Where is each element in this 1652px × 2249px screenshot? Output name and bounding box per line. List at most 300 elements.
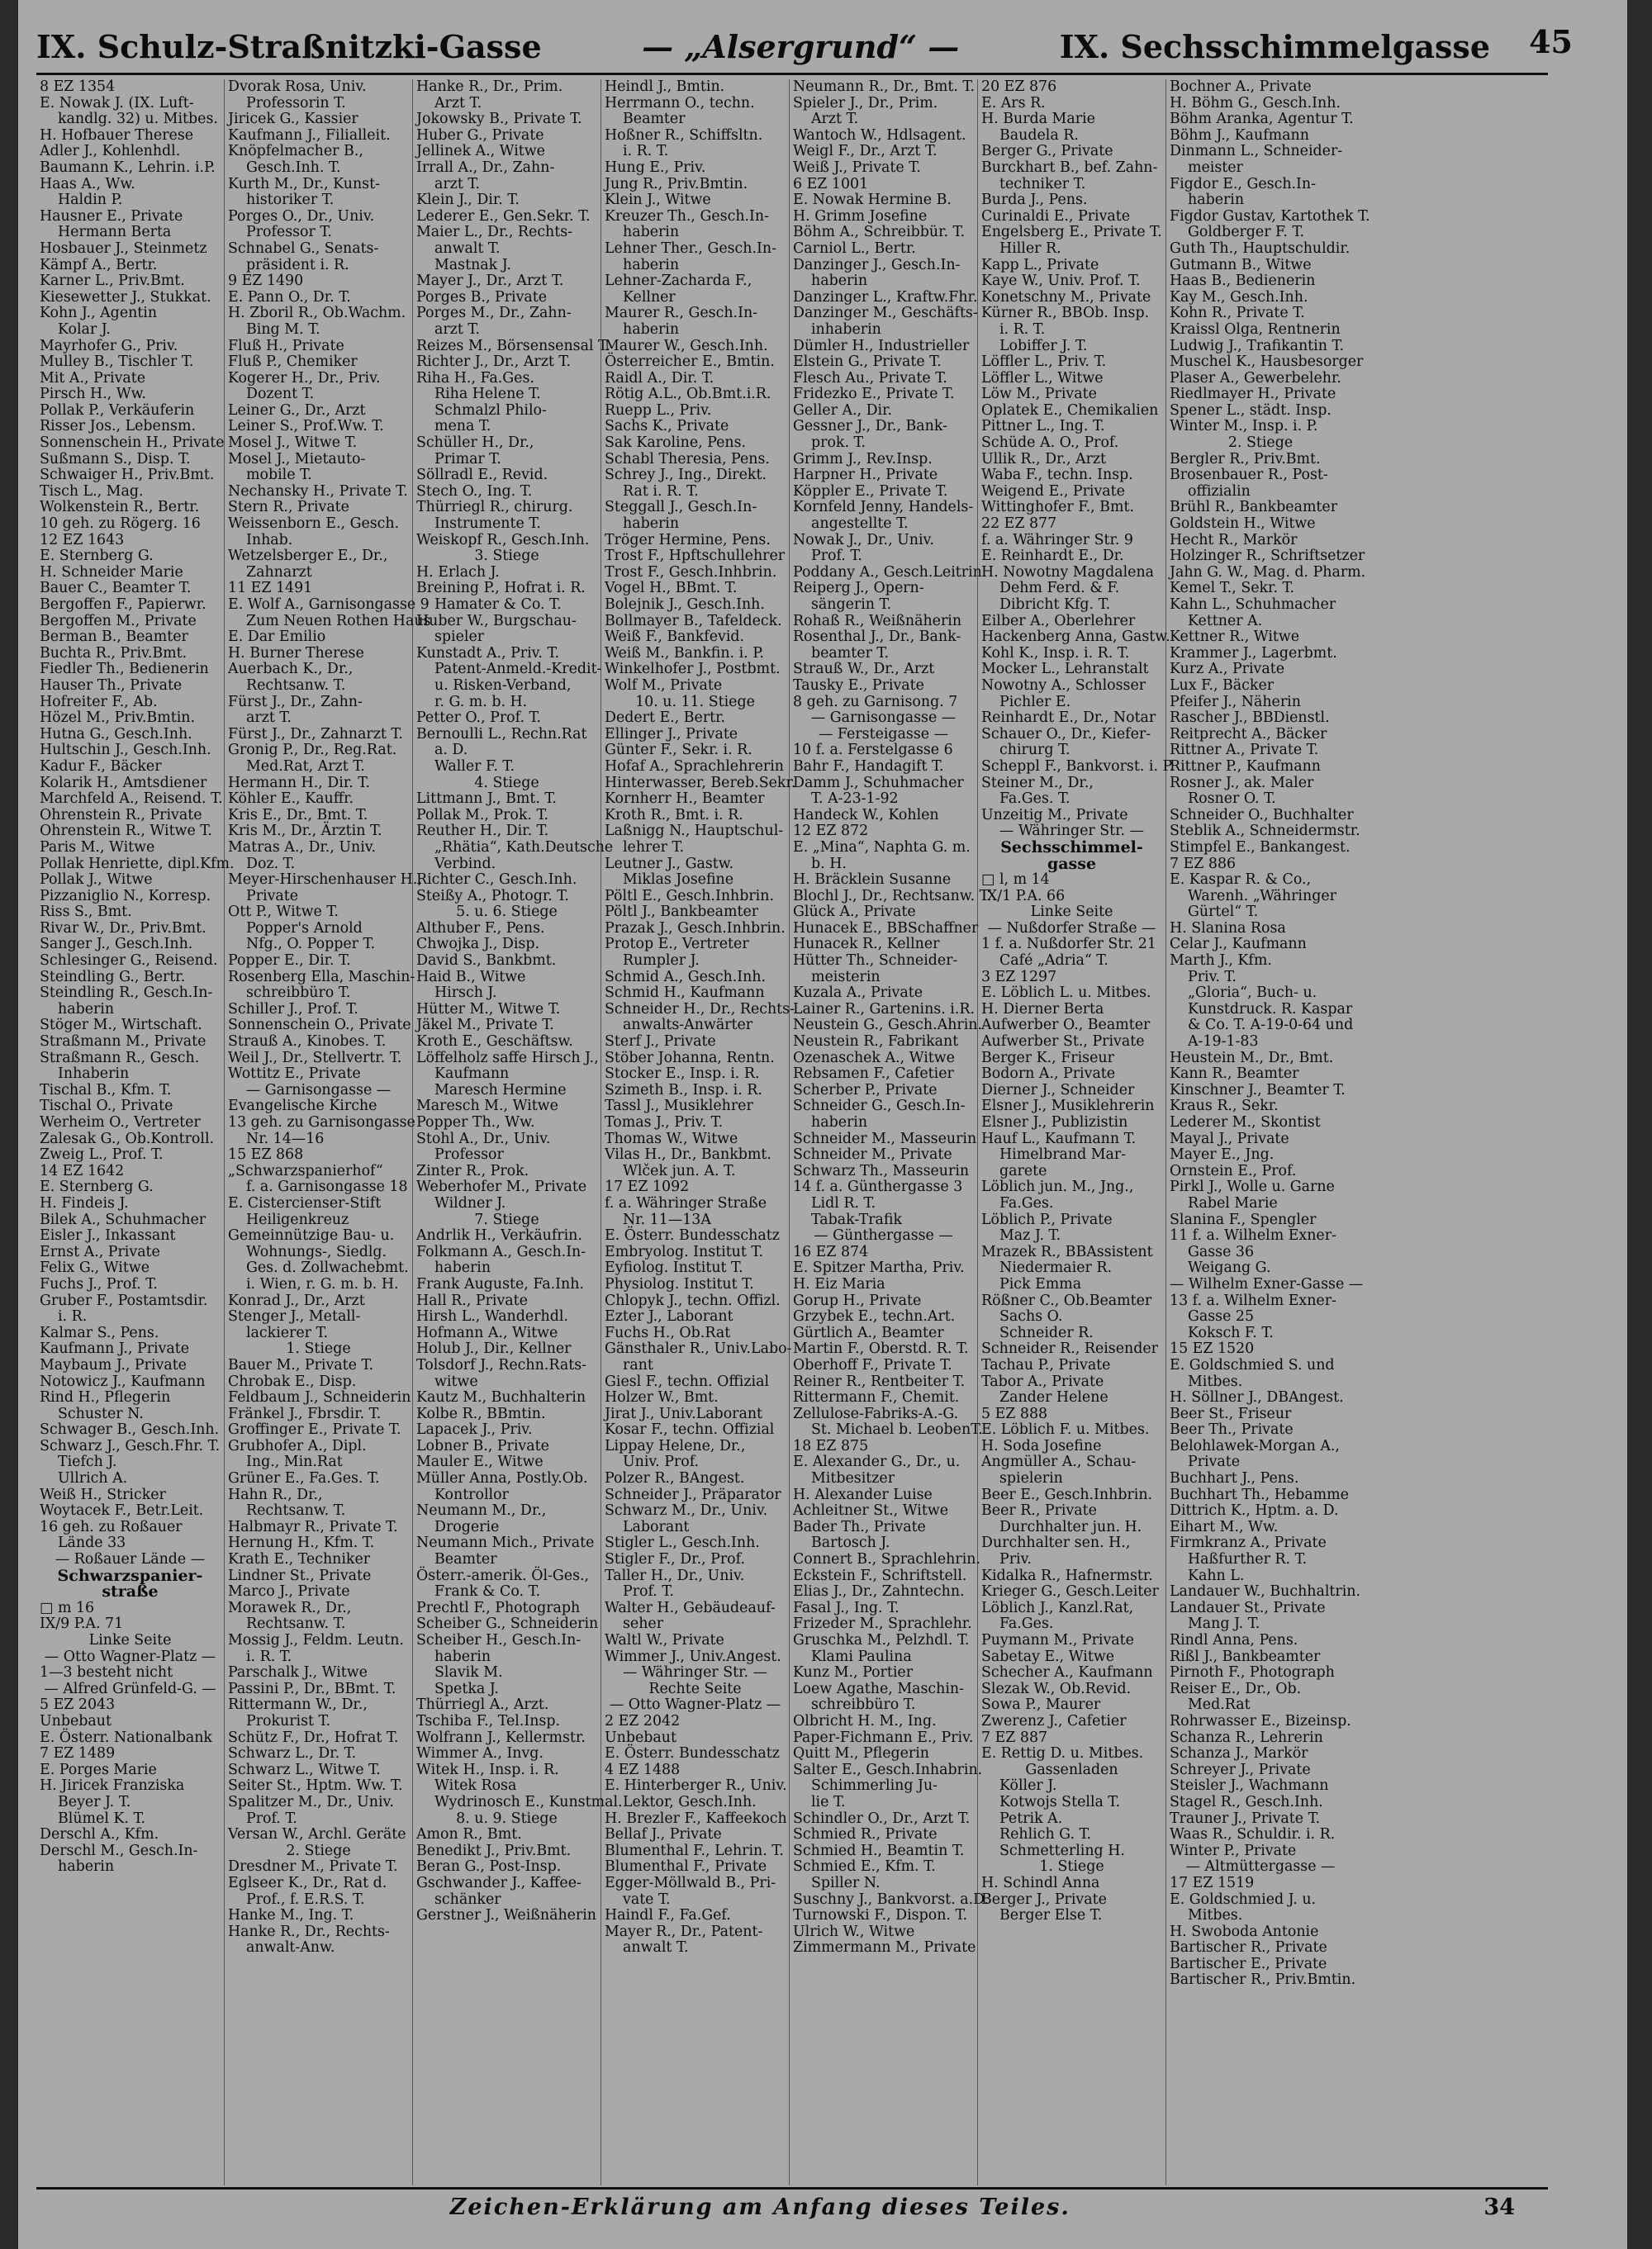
directory-entry: Köppler E., Private T. — [793, 482, 948, 500]
directory-column-1 — [36, 78, 235, 2185]
directory-entry: 4. Stiege — [474, 774, 539, 791]
directory-entry: Adler J., Kohlenhdl. — [40, 143, 181, 160]
directory-entry: Wohnungs-, Siedlg. — [246, 1243, 387, 1260]
directory-entry: Unbebaut — [40, 1712, 112, 1729]
directory-entry: Bing M. T. — [246, 320, 320, 338]
directory-entry: Pick Emma — [999, 1275, 1082, 1293]
directory-entry: Brühl R., Bankbeamter — [1170, 499, 1338, 516]
directory-entry: Sußmann S., Disp. T. — [40, 450, 191, 467]
directory-entry: Auerbach K., Dr., — [228, 661, 354, 678]
directory-entry: Dittrich K., Hptm. a. D. — [1170, 1502, 1339, 1520]
directory-entry: H. Nowotny Magdalena — [981, 563, 1155, 581]
directory-entry: Rittner P., Kaufmann — [1170, 757, 1321, 775]
directory-entry: haberin — [58, 1858, 115, 1876]
directory-entry: Protop E., Vertreter — [605, 936, 749, 953]
directory-entry: E. Nowak J. (IX. Luft- — [40, 94, 194, 112]
directory-entry: Ezter J., Laborant — [605, 1308, 733, 1326]
directory-entry: Chlopyk J., techn. Offizl. — [605, 1292, 781, 1309]
directory-entry: Hütter M., Witwe T. — [416, 1000, 561, 1018]
directory-entry: Scheppl F., Bankvorst. i. P. — [981, 757, 1175, 775]
directory-entry: Gruber F., Postamtsdir. — [40, 1292, 208, 1309]
directory-entry: Heustein M., Dr., Bmt. — [1170, 1049, 1334, 1066]
directory-entry: haberin — [1188, 192, 1245, 209]
directory-entry: 12 EZ 1643 — [40, 531, 125, 548]
directory-entry: Haindl F., Fa.Gef. — [605, 1907, 731, 1924]
directory-entry: Rechte Seite — [648, 1680, 742, 1697]
directory-entry: Waltl W., Private — [605, 1632, 724, 1649]
directory-entry: Mrazek R., BBAssistent — [981, 1243, 1153, 1260]
directory-entry: Lektor, Gesch.Inh. — [623, 1793, 757, 1810]
directory-entry: Hecht R., Markör — [1170, 531, 1298, 548]
directory-entry: Schneider H., Dr., Rechts- — [605, 1000, 795, 1018]
directory-entry: Haldin P. — [58, 192, 123, 209]
directory-entry: Eilber A., Oberlehrer — [981, 612, 1136, 629]
directory-entry: H. Slanina Rosa — [1170, 919, 1286, 937]
directory-entry: Berger K., Friseur — [981, 1049, 1114, 1066]
directory-entry: Damm J., Schuhmacher — [793, 774, 964, 791]
directory-entry: Grimm J., Rev.Insp. — [793, 450, 933, 467]
directory-entry: Harpner H., Private — [793, 467, 938, 484]
directory-entry: Schwarzspanier- — [57, 1566, 203, 1585]
directory-entry: offizialin — [1188, 482, 1251, 500]
directory-entry: Private — [246, 887, 299, 904]
directory-entry: Curinaldi E., Private — [981, 207, 1131, 225]
directory-entry: Kolbe R., BBmtin. — [416, 1405, 546, 1422]
directory-entry: Holzer W., Bmt. — [605, 1389, 719, 1407]
directory-entry: Wolkenstein R., Bertr. — [40, 499, 200, 516]
directory-entry: Pirkl J., Wolle u. Garne — [1170, 1179, 1335, 1196]
directory-entry: 17 EZ 1519 — [1170, 1874, 1255, 1891]
directory-entry: lehrer T. — [623, 838, 685, 856]
directory-entry: Meyer-Hirschenhauser H., — [228, 871, 422, 889]
directory-entry: Pollak Henriette, dipl.Kfm. — [40, 855, 235, 872]
directory-entry: Hauser Th., Private — [40, 676, 183, 694]
directory-entry: „Rhätia“, Kath.Deutsche — [434, 838, 614, 856]
directory-entry: Mocker L., Lehranstalt — [981, 661, 1149, 678]
directory-entry: Tisch L., Mag. — [40, 482, 144, 500]
directory-entry: Richter J., Dr., Arzt T. — [416, 353, 571, 371]
directory-entry: Kapp L., Private — [981, 256, 1099, 273]
directory-entry: Fridezko E., Private T. — [793, 386, 955, 403]
directory-entry: Kraissl Olga, Rentnerin — [1170, 320, 1341, 338]
directory-entry: Danzinger M., Geschäfts- — [793, 305, 978, 322]
directory-entry: haberin — [811, 273, 868, 290]
directory-entry: H. Dierner Berta — [981, 1000, 1104, 1018]
directory-entry: Grüner E., Fa.Ges. T. — [228, 1470, 380, 1487]
directory-entry: Pizzaniglio N., Korresp. — [40, 887, 211, 904]
directory-entry: Löblich J., Kanzl.Rat, — [981, 1599, 1134, 1616]
directory-entry: Haid B., Witwe — [416, 968, 526, 985]
directory-entry: Holzinger R., Schriftsetzer — [1170, 548, 1365, 565]
directory-entry: Hung E., Priv. — [605, 159, 706, 176]
directory-entry: 7 EZ 886 — [1170, 855, 1237, 872]
directory-entry: Schneider R., Reisender — [981, 1340, 1158, 1358]
directory-entry: Rivar W., Dr., Priv.Bmt. — [40, 919, 206, 937]
directory-entry: Dierner J., Schneider — [981, 1081, 1135, 1098]
directory-entry: Prof. T. — [246, 1810, 297, 1827]
directory-entry: Thomas W., Witwe — [605, 1130, 738, 1147]
directory-entry: Laborant — [623, 1518, 690, 1535]
header-right-street: IX. Sechsschimmelgasse — [1059, 27, 1490, 65]
directory-entry: Schneider J., Präparator — [605, 1486, 781, 1503]
directory-entry: Quitt M., Pflegerin — [793, 1745, 930, 1763]
directory-entry: H. Bräcklein Susanne — [793, 871, 952, 889]
directory-entry: Hausner E., Private — [40, 207, 183, 225]
directory-entry: Klami Paulina — [811, 1648, 912, 1665]
directory-entry: 10 f. a. Ferstelgasse 6 — [793, 742, 953, 759]
directory-entry: Kämpf A., Bertr. — [40, 256, 158, 273]
directory-entry: H. Böhm G., Gesch.Inh. — [1170, 94, 1341, 112]
directory-entry: Egger-Möllwald B., Pri- — [605, 1874, 776, 1891]
directory-entry: Private — [1188, 1454, 1241, 1471]
directory-entry: Stohl A., Dr., Univ. — [416, 1130, 551, 1147]
directory-entry: schreibbüro T. — [811, 1696, 916, 1714]
directory-entry: — Alfred Grünfeld-G. — — [44, 1680, 216, 1697]
directory-entry: Polzer R., BAngest. — [605, 1470, 745, 1487]
directory-entry: IX/9 P.A. 71 — [40, 1616, 124, 1633]
directory-entry: Elias J., Dr., Zahntechn. — [793, 1583, 965, 1601]
directory-entry: Lände 33 — [58, 1535, 126, 1552]
directory-entry: Blumenthal F., Private — [605, 1858, 767, 1876]
directory-entry: Danzinger L., Kraftw.Fhr. — [793, 288, 978, 306]
directory-entry: Slanina F., Spengler — [1170, 1211, 1317, 1228]
directory-entry: Steiner M., Dr., — [981, 774, 1094, 791]
directory-entry: Kogerer H., Dr., Priv. — [228, 369, 381, 387]
directory-entry: Beer E., Gesch.Inhbrin. — [981, 1486, 1153, 1503]
directory-entry: Schneider R. — [999, 1324, 1094, 1341]
directory-entry: Jokowsky B., Private T. — [416, 111, 582, 128]
directory-entry: anwalt T. — [623, 1939, 689, 1957]
directory-entry: Fuchs H., Ob.Rat — [605, 1324, 731, 1341]
directory-entry: E. Goldschmied J. u. — [1170, 1891, 1317, 1908]
directory-entry: Eyfiolog. Institut T. — [605, 1260, 743, 1277]
directory-entry: Physiolog. Institut T. — [605, 1275, 754, 1293]
directory-entry: Grzybek E., techn.Art. — [793, 1308, 956, 1326]
directory-entry: Angmüller A., Schau- — [981, 1454, 1137, 1471]
directory-entry: Professorin T. — [246, 94, 346, 112]
directory-entry: Landauer St., Private — [1170, 1599, 1326, 1616]
directory-entry: Arzt T. — [434, 94, 482, 112]
directory-entry: Doz. T. — [246, 855, 296, 872]
directory-entry: anwalt T. — [434, 240, 501, 257]
directory-entry: Guth Th., Hauptschuldir. — [1170, 240, 1351, 257]
directory-entry: Marco J., Private — [228, 1583, 350, 1601]
directory-entry: Hutna G., Gesch.Inh. — [40, 725, 192, 743]
directory-entry: Berger J., Private — [981, 1891, 1107, 1908]
directory-entry: Haas B., Bedienerin — [1170, 273, 1316, 290]
directory-entry: Porges B., Private — [416, 288, 548, 306]
directory-entry: Kettner A. — [1188, 612, 1263, 629]
directory-column-4 — [601, 78, 796, 2185]
directory-entry: historiker T. — [246, 192, 335, 209]
directory-entry: Kahn L., Schuhmacher — [1170, 596, 1336, 613]
directory-entry: Weiß H., Stricker — [40, 1486, 166, 1503]
directory-entry: Hözel M., Priv.Bmtin. — [40, 709, 195, 727]
directory-entry: H. Findeis J. — [40, 1194, 129, 1212]
directory-entry: Kalmar S., Pens. — [40, 1324, 159, 1341]
directory-entry: Lehner-Zacharda F., — [605, 273, 752, 290]
directory-entry: Puymann M., Private — [981, 1632, 1134, 1649]
directory-entry: □ m 16 — [40, 1599, 95, 1616]
directory-entry: Schüller H., Dr., — [416, 434, 534, 452]
directory-entry: E. Kaspar R. & Co., — [1170, 871, 1312, 889]
directory-entry: Straßmann M., Private — [40, 1033, 206, 1051]
directory-entry: Stigler L., Gesch.Inh. — [605, 1535, 760, 1552]
directory-entry: Rascher J., BBDienstl. — [1170, 709, 1330, 727]
directory-entry: Bartosch J. — [811, 1535, 890, 1552]
directory-entry: Beyer J. T. — [58, 1793, 131, 1810]
directory-entry: Lainer R., Gartenins. i.R. — [793, 1000, 975, 1018]
directory-entry: Baumann K., Lehrin. i.P. — [40, 159, 216, 176]
directory-entry: Gesch.Inh. T. — [246, 159, 341, 176]
directory-entry: Riha Helene T. — [434, 386, 541, 403]
directory-entry: Mayer J., Dr., Arzt T. — [416, 273, 564, 290]
directory-entry: Löblich P., Private — [981, 1211, 1113, 1228]
directory-entry: Rosner J., ak. Maler — [1170, 774, 1314, 791]
directory-entry: Weigend E., Private — [981, 482, 1125, 500]
directory-entry: 5. u. 6. Stiege — [456, 904, 558, 921]
directory-entry: Zahnarzt — [246, 563, 312, 581]
directory-entry: 2. Stiege — [286, 1842, 351, 1859]
directory-entry: arzt T. — [434, 320, 480, 338]
directory-entry: Gürtel“ T. — [1188, 904, 1259, 921]
directory-entry: Fasal J., Ing. T. — [793, 1599, 900, 1616]
directory-entry: Pichler E. — [999, 693, 1071, 710]
directory-entry: Hunacek E., BBSchaffner — [793, 919, 979, 937]
directory-entry: Hanke R., Dr., Prim. — [416, 78, 563, 95]
directory-entry: St. Michael b. LeobenT. — [811, 1421, 983, 1439]
directory-entry: Burda J., Pens. — [981, 192, 1088, 209]
directory-entry: E. Hinterberger R., Univ. — [605, 1777, 787, 1795]
directory-entry: Ott P., Witwe T. — [228, 904, 339, 921]
directory-entry: Benedikt J., Priv.Bmt. — [416, 1842, 572, 1859]
directory-entry: Gürtlich A., Beamter — [793, 1324, 944, 1341]
directory-entry: 13 geh. zu Garnisongasse — [228, 1114, 415, 1131]
directory-entry: Warenh. „Währinger — [1188, 887, 1336, 904]
directory-entry: Schmid A., Gesch.Inh. — [605, 968, 767, 985]
directory-entry: Mayer E., Jng. — [1170, 1146, 1275, 1164]
directory-entry: Kroth E., Geschäftsw. — [416, 1033, 573, 1051]
directory-entry: Kaufmann J., Filialleit. — [228, 126, 391, 144]
directory-entry: Petrik A. — [999, 1810, 1063, 1827]
directory-entry: Strauß A., Kinobes. T. — [228, 1033, 387, 1051]
directory-entry: Sak Karoline, Pens. — [605, 434, 747, 452]
directory-entry: Köller J. — [999, 1777, 1057, 1795]
directory-entry: garete — [999, 1162, 1047, 1179]
directory-entry: Waba F., techn. Insp. — [981, 467, 1133, 484]
directory-entry: IX/1 P.A. 66 — [981, 887, 1066, 904]
directory-entry: H. Burda Marie — [981, 111, 1095, 128]
directory-entry: E. Löblich L. u. Mitbes. — [981, 985, 1151, 1002]
directory-entry: Maresch M., Witwe — [416, 1098, 558, 1115]
directory-entry: Unbebaut — [605, 1729, 676, 1746]
directory-entry: Stech O., Ing. T. — [416, 482, 533, 500]
directory-entry: Olbricht H. M., Ing. — [793, 1712, 937, 1729]
directory-entry: — Garnisongasse — — [245, 1081, 392, 1098]
directory-entry: Riedlmayer H., Private — [1170, 386, 1336, 403]
directory-entry: Ulrich W., Witwe — [793, 1923, 915, 1940]
directory-entry: Dibricht Kfg. T. — [999, 596, 1111, 613]
directory-entry: Rebsamen F., Cafetier — [793, 1065, 954, 1083]
directory-entry: Steggall J., Gesch.In- — [605, 499, 757, 516]
directory-entry: Kettner R., Witwe — [1170, 629, 1300, 646]
directory-entry: Med.Rat — [1188, 1696, 1251, 1714]
directory-entry: Landauer W., Buchhaltrin. — [1170, 1583, 1361, 1601]
directory-entry: Schwarz M., Dr., Univ. — [605, 1502, 768, 1520]
directory-entry: E. Cistercienser-Stift — [228, 1194, 382, 1212]
directory-entry: Schabl Theresia, Pens. — [605, 450, 770, 467]
directory-entry: Hunacek R., Kellner — [793, 936, 940, 953]
directory-entry: Groffinger E., Private T. — [228, 1421, 401, 1439]
directory-entry: Kohl K., Insp. i. R. T. — [981, 644, 1130, 662]
directory-entry: meister — [1188, 159, 1243, 176]
directory-entry: Stimpfel E., Bankangest. — [1170, 838, 1351, 856]
directory-entry: Riss S., Bmt. — [40, 904, 132, 921]
directory-entry: Gruschka M., Pelzhdl. T. — [793, 1632, 970, 1649]
directory-entry: mobile T. — [246, 467, 312, 484]
directory-entry: E. Goldschmied S. und — [1170, 1356, 1335, 1374]
directory-entry: Trost F., Gesch.Inhbrin. — [605, 563, 777, 581]
directory-entry: schreibbüro T. — [246, 985, 351, 1002]
directory-entry: Konetschny M., Private — [981, 288, 1151, 306]
directory-entry: beamter T. — [811, 644, 889, 662]
directory-entry: E. Sternberg G. — [40, 1179, 154, 1196]
directory-entry: Neustein R., Fabrikant — [793, 1033, 959, 1051]
directory-entry: witwe — [434, 1373, 478, 1390]
directory-entry: 1. Stiege — [286, 1340, 351, 1358]
directory-entry: spielerin — [999, 1470, 1063, 1487]
directory-entry: Turnowski F., Dispon. T. — [793, 1907, 968, 1924]
directory-entry: Kay M., Gesch.Inh. — [1170, 288, 1308, 306]
directory-entry: Pirnoth F., Photograph — [1170, 1664, 1335, 1682]
directory-entry: Wolf M., Private — [605, 676, 723, 694]
directory-entry: Hiller R. — [999, 240, 1061, 257]
directory-entry: Versan W., Archl. Geräte — [228, 1826, 406, 1843]
directory-entry: Beamter — [434, 1551, 497, 1568]
directory-entry: Reiperg J., Opern- — [793, 580, 924, 597]
directory-entry: Stöger M., Wirtschaft. — [40, 1017, 202, 1034]
directory-entry: Danzinger J., Gesch.In- — [793, 256, 961, 273]
directory-entry: Fränkel J., Fbrsdir. T. — [228, 1405, 382, 1422]
directory-entry: Dozent T. — [246, 386, 315, 403]
directory-entry: Schrey J., Ing., Direkt. — [605, 467, 767, 484]
directory-entry: Stagel R., Gesch.Inh. — [1170, 1793, 1323, 1810]
scan-edge-right — [1627, 0, 1652, 2249]
directory-entry: Rechtsanw. T. — [246, 1616, 346, 1633]
directory-entry: Wydrinosch E., Kunstmal. — [434, 1793, 623, 1810]
directory-entry: sängerin T. — [811, 596, 892, 613]
directory-entry: Rohrwasser E., Bizeinsp. — [1170, 1712, 1351, 1729]
directory-entry: Mosel J., Witwe T. — [228, 434, 358, 452]
directory-entry: gasse — [1047, 854, 1097, 873]
directory-entry: Winkelhofer J., Postbmt. — [605, 661, 781, 678]
directory-entry: Hosbauer J., Steinmetz — [40, 240, 207, 257]
directory-entry: Böhm Aranka, Agentur T. — [1170, 111, 1354, 128]
directory-entry: Haas A., Ww. — [40, 175, 135, 192]
directory-entry: Hofaf A., Sprachlehrerin — [605, 757, 784, 775]
directory-entry: Chrobak E., Disp. — [228, 1373, 357, 1390]
directory-entry: Lindner St., Private — [228, 1567, 372, 1584]
directory-entry: Schreyer J., Private — [1170, 1761, 1311, 1778]
directory-entry: Maresch Hermine — [434, 1081, 567, 1098]
directory-entry: Lobner B., Private — [416, 1437, 549, 1454]
directory-entry: Kiesewetter J., Stukkat. — [40, 288, 211, 306]
directory-entry: vate T. — [623, 1891, 671, 1908]
directory-entry: 11 EZ 1491 — [228, 580, 313, 597]
directory-entry: Rötig A.L., Ob.Bmt.i.R. — [605, 386, 771, 403]
directory-entry: Schmalzl Philo- — [434, 401, 547, 419]
directory-entry: Krath E., Techniker — [228, 1551, 371, 1568]
directory-entry: E. Spitzer Martha, Priv. — [793, 1260, 965, 1277]
directory-entry: E. Sternberg G. — [40, 548, 154, 565]
directory-entry: Stocker E., Insp. i. R. — [605, 1065, 760, 1083]
directory-entry: Schütz F., Dr., Hofrat T. — [228, 1729, 399, 1746]
directory-entry: Rittermann F., Chemit. — [793, 1389, 960, 1407]
directory-entry: — Garnisongasse — — [810, 709, 957, 727]
directory-entry: seher — [623, 1616, 664, 1633]
directory-entry: Maz J. T. — [999, 1227, 1061, 1245]
directory-entry: Dresdner M., Private T. — [228, 1858, 398, 1876]
directory-entry: Priv. T. — [1188, 968, 1237, 985]
directory-entry: Lobiffer J. T. — [999, 337, 1088, 354]
directory-entry: Embryolog. Institut T. — [605, 1243, 763, 1260]
directory-entry: Reiser E., Dr., Ob. — [1170, 1680, 1302, 1697]
directory-entry: Lederer E., Gen.Sekr. T. — [416, 207, 591, 225]
directory-entry: Karner L., Priv.Bmt. — [40, 273, 185, 290]
directory-entry: Thürriegl A., Arzt. — [416, 1696, 549, 1714]
directory-entry: Hanke M., Ing. T. — [228, 1907, 354, 1924]
directory-entry: Schneider M., Private — [793, 1146, 952, 1164]
directory-entry: & Co. T. A-19-0-64 und — [1188, 1017, 1354, 1034]
directory-entry: haberin — [623, 224, 680, 241]
directory-entry: Winter M., Insp. i. P. — [1170, 418, 1318, 435]
directory-entry: Kemel T., Sekr. T. — [1170, 580, 1295, 597]
directory-entry: Rößner C., Ob.Beamter — [981, 1292, 1152, 1309]
directory-entry: Koksch F. T. — [1188, 1324, 1274, 1341]
directory-entry: Bauer C., Beamter T. — [40, 580, 192, 597]
directory-entry: E. Reinhardt E., Dr. — [981, 548, 1124, 565]
directory-entry: Nfg., O. Popper T. — [246, 936, 376, 953]
directory-entry: Walter H., Gebäudeauf- — [605, 1599, 776, 1616]
directory-entry: Berman B., Beamter — [40, 629, 188, 646]
directory-entry: Stigler F., Dr., Prof. — [605, 1551, 745, 1568]
directory-entry: Schüde A. O., Prof. — [981, 434, 1119, 452]
directory-entry: Durchhalter sen. H., — [981, 1535, 1131, 1552]
directory-entry: Kroth R., Bmt. i. R. — [605, 806, 743, 823]
directory-entry: Schwarz J., Gesch.Fhr. T. — [40, 1437, 221, 1454]
directory-entry: Wittinghofer F., Bmt. — [981, 499, 1134, 516]
directory-entry: Schanza J., Markör — [1170, 1745, 1308, 1763]
directory-entry: H. Brezler F., Kaffeekoch — [605, 1810, 787, 1827]
directory-entry: prok. T. — [811, 434, 866, 452]
directory-entry: Zimmermann M., Private — [793, 1939, 976, 1957]
directory-entry: Weberhofer M., Private — [416, 1179, 587, 1196]
directory-entry: Klein J., Dir. T. — [416, 192, 520, 209]
directory-entry: 15 EZ 1520 — [1170, 1340, 1255, 1358]
directory-entry: Paper-Fichmann E., Priv. — [793, 1729, 974, 1746]
directory-entry: Bartischer E., Private — [1170, 1955, 1327, 1972]
directory-entry: E. Alexander G., Dr., u. — [793, 1454, 961, 1471]
directory-entry: Steindling R., Gesch.In- — [40, 985, 213, 1002]
directory-entry: Lidl R. T. — [811, 1194, 876, 1212]
directory-entry: E. Dar Emilio — [228, 629, 326, 646]
directory-column-6 — [978, 78, 1175, 2185]
directory-entry: Glück A., Private — [793, 904, 916, 921]
directory-entry: Miklas Josefine — [623, 871, 734, 889]
directory-entry: Hirsh L., Wanderhdl. — [416, 1308, 568, 1326]
directory-entry: 14 EZ 1642 — [40, 1162, 125, 1179]
directory-entry: Celar J., Kaufmann — [1170, 936, 1307, 953]
